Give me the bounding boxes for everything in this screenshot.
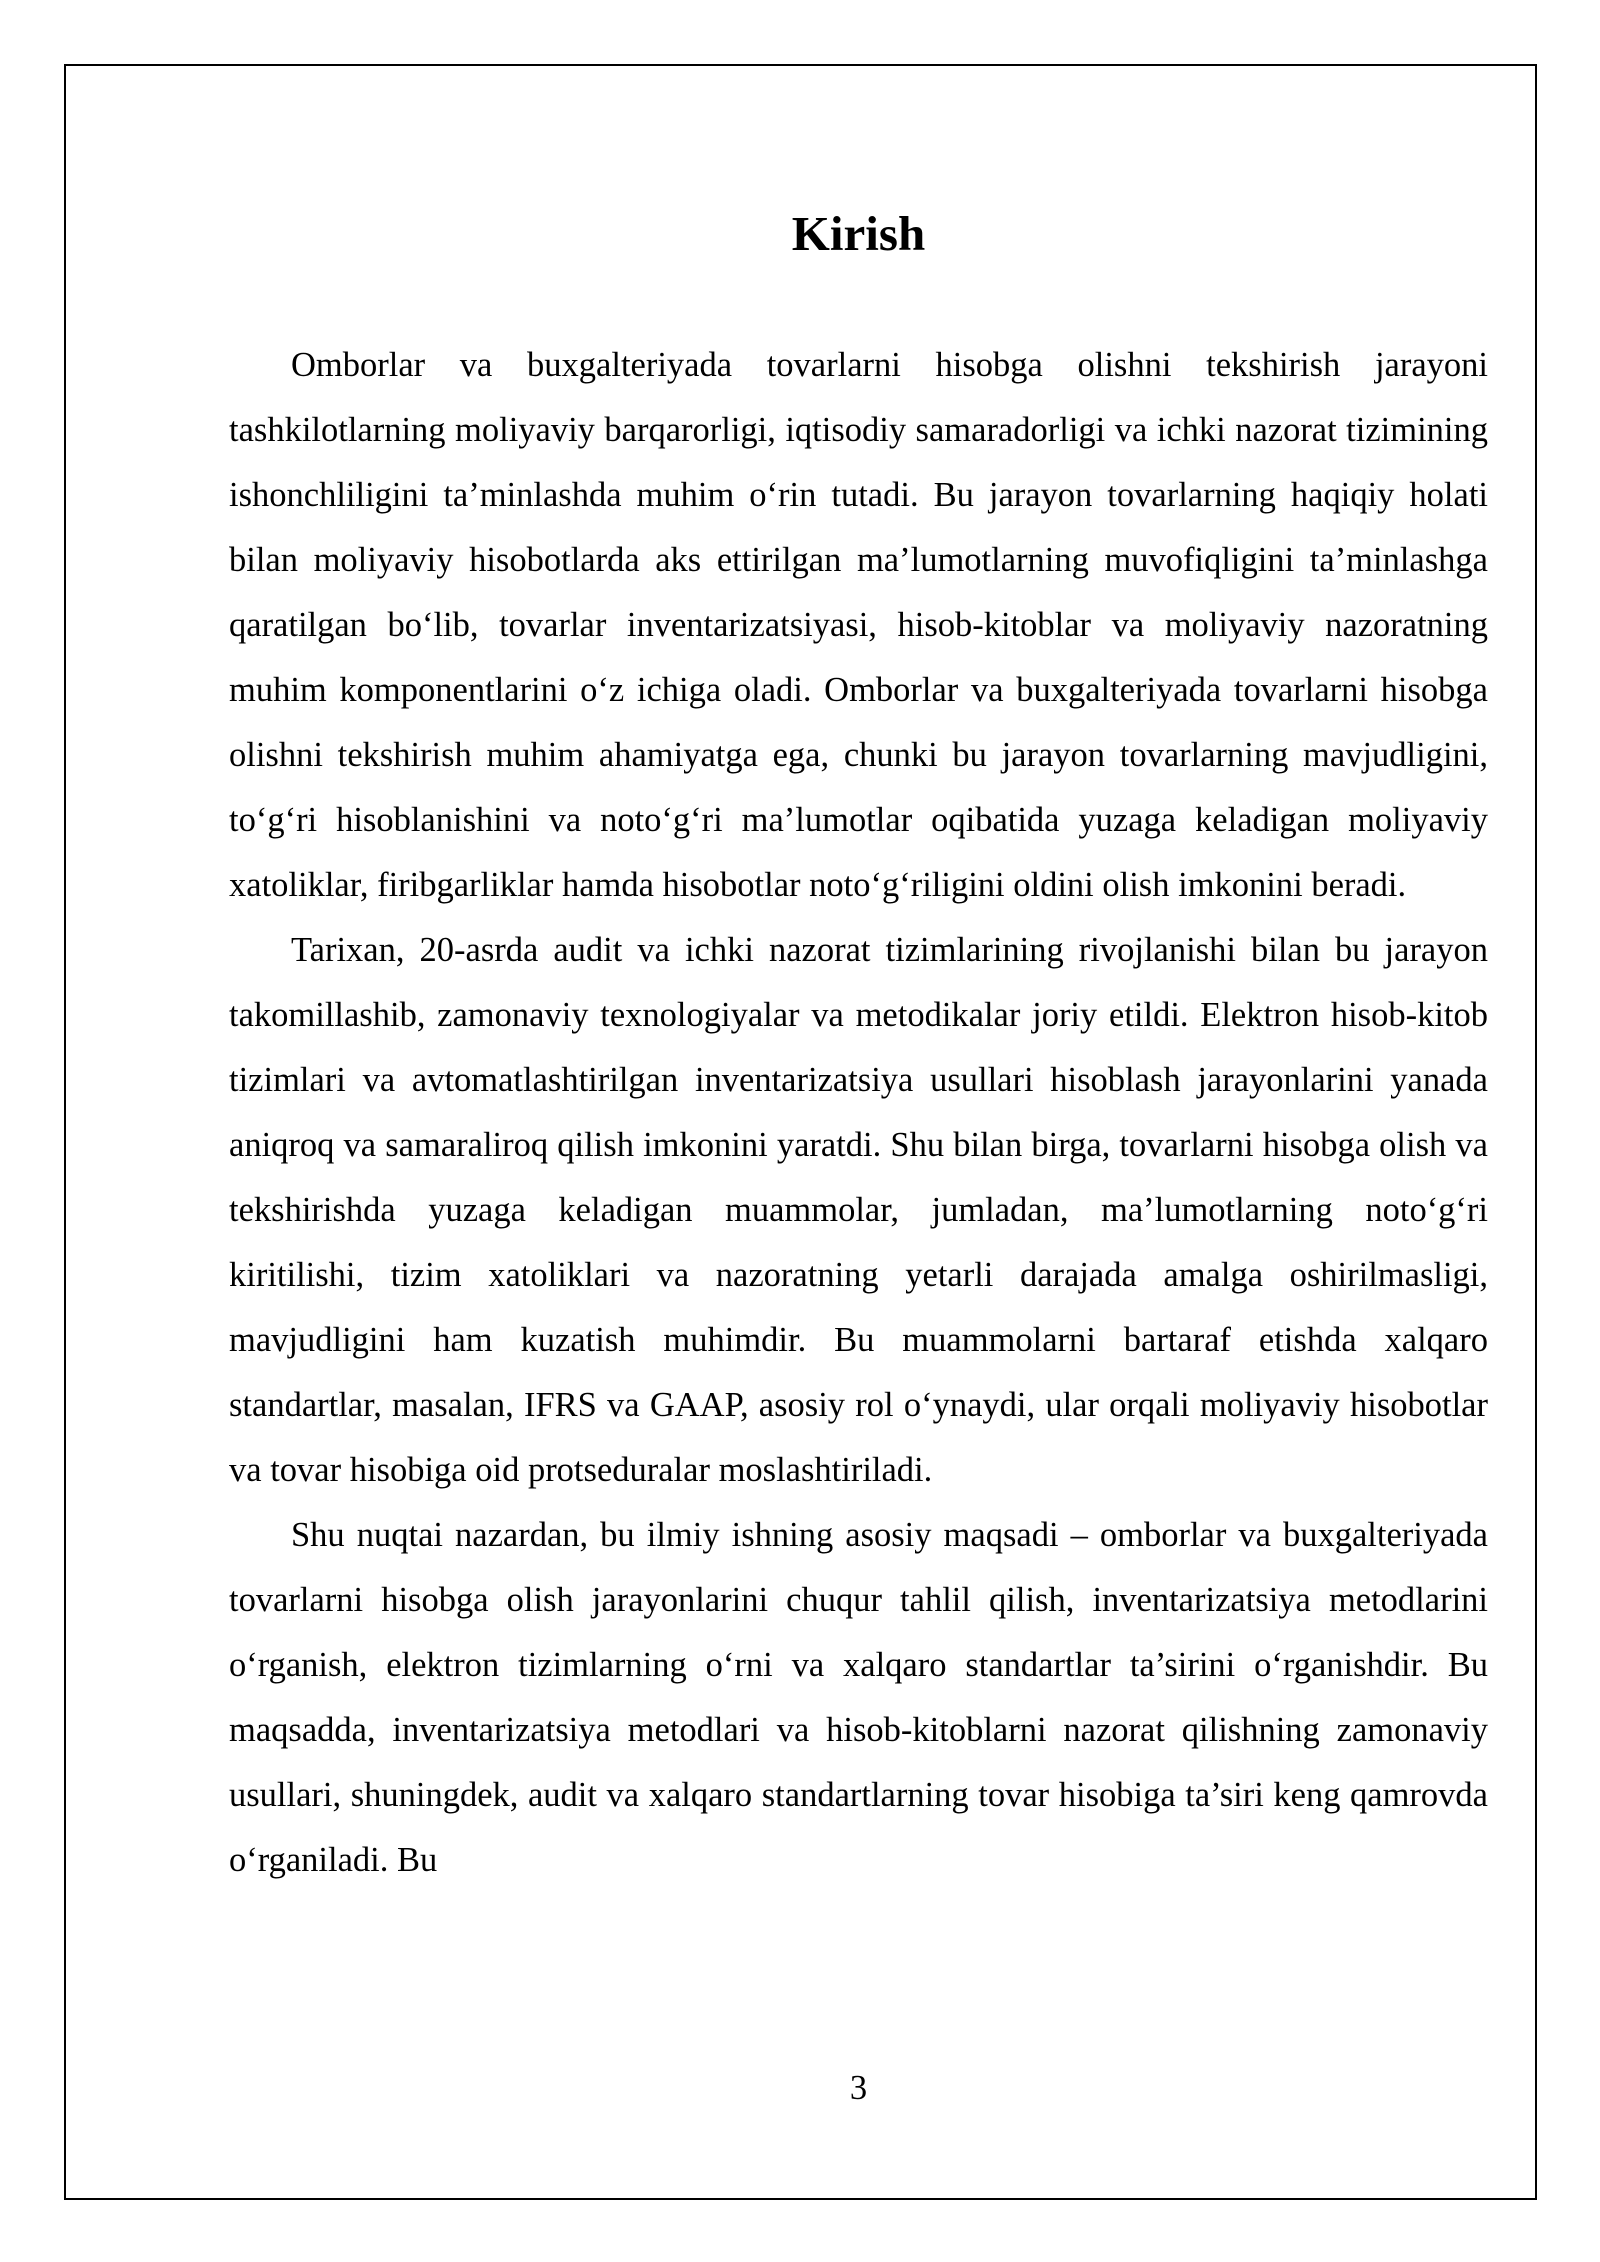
page-title: Kirish [791,206,926,261]
paragraph-2: Tarixan, 20-asrda audit va ichki nazorat tizimlarining rivojlanishi bilan bu jarayon takomillashib, zamonaviy texnologiyalar va metodikalar joriy etildi. Elektron hisob-kitob tizimlari va avtomatlashtirilgan inventarizatsiya usullari hisoblash jarayonlarini yanada aniqroq va samaraliroq qilish imkonini yaratdi. Shu bilan birga, tovarlarni hisobga olish va tekshirishda yuzaga keladigan muammolar, jumladan, ma’lumotlarning noto‘g‘ri kiritilishi, tizim xatoliklari va nazoratning yetarli darajada amalga oshirilmasligi, mavjudligini ham kuzatish muhimdir. Bu muammolarni bartaraf etishda xalqaro standartlar, masalan, IFRS va GAAP, asosiy rol o‘ynaydi, ular orqali moliyaviy hisobotlar va tovar hisobiga oid protseduralar moslashtiriladi. [229,931,1488,1489]
paragraph-3: Shu nuqtai nazardan, bu ilmiy ishning asosiy maqsadi – omborlar va buxgalteriyada tovarlarni hisobga olish jarayonlarini chuqur tahlil qilish, inventarizatsiya metodlarini o‘rganish, elektron tizimlarning o‘rni va xalqaro standartlar ta’sirini o‘rganishdir. Bu maqsadda, inventarizatsiya metodlari va hisob-kitoblarni nazorat qilishning zamonaviy usullari, shuningdek, audit va xalqaro standartlarning tovar hisobiga ta’siri keng qamrovda o‘rganiladi. Bu [229,1516,1488,1879]
page-number: 3 [849,2069,868,2107]
paragraph-1: Omborlar va buxgalteriyada tovarlarni hisobga olishni tekshirish jarayoni tashkilotlarning moliyaviy barqarorligi, iqtisodiy samaradorligi va ichki nazorat tizimining ishonchliligini ta’minlashda muhim o‘rin tutadi. Bu jarayon tovarlarning haqiqiy holati bilan moliyaviy hisobotlarda aks ettirilgan ma’lumotlarning muvofiqligini ta’minlashga qaratilgan bo‘lib, tovarlar inventarizatsiyasi, hisob-kitoblar va moliyaviy nazoratning muhim komponentlarini o‘z ichiga oladi. Omborlar va buxgalteriyada tovarlarni hisobga olishni tekshirish muhim ahamiyatga ega, chunki bu jarayon tovarlarning mavjudligini, to‘g‘ri hisoblanishini va noto‘g‘ri ma’lumotlar oqibatida yuzaga keladigan moliyaviy xatoliklar, firibgarliklar hamda hisobotlar noto‘g‘riligini oldini olish imkonini beradi. [229,346,1488,904]
document-body [229,333,1488,1893]
